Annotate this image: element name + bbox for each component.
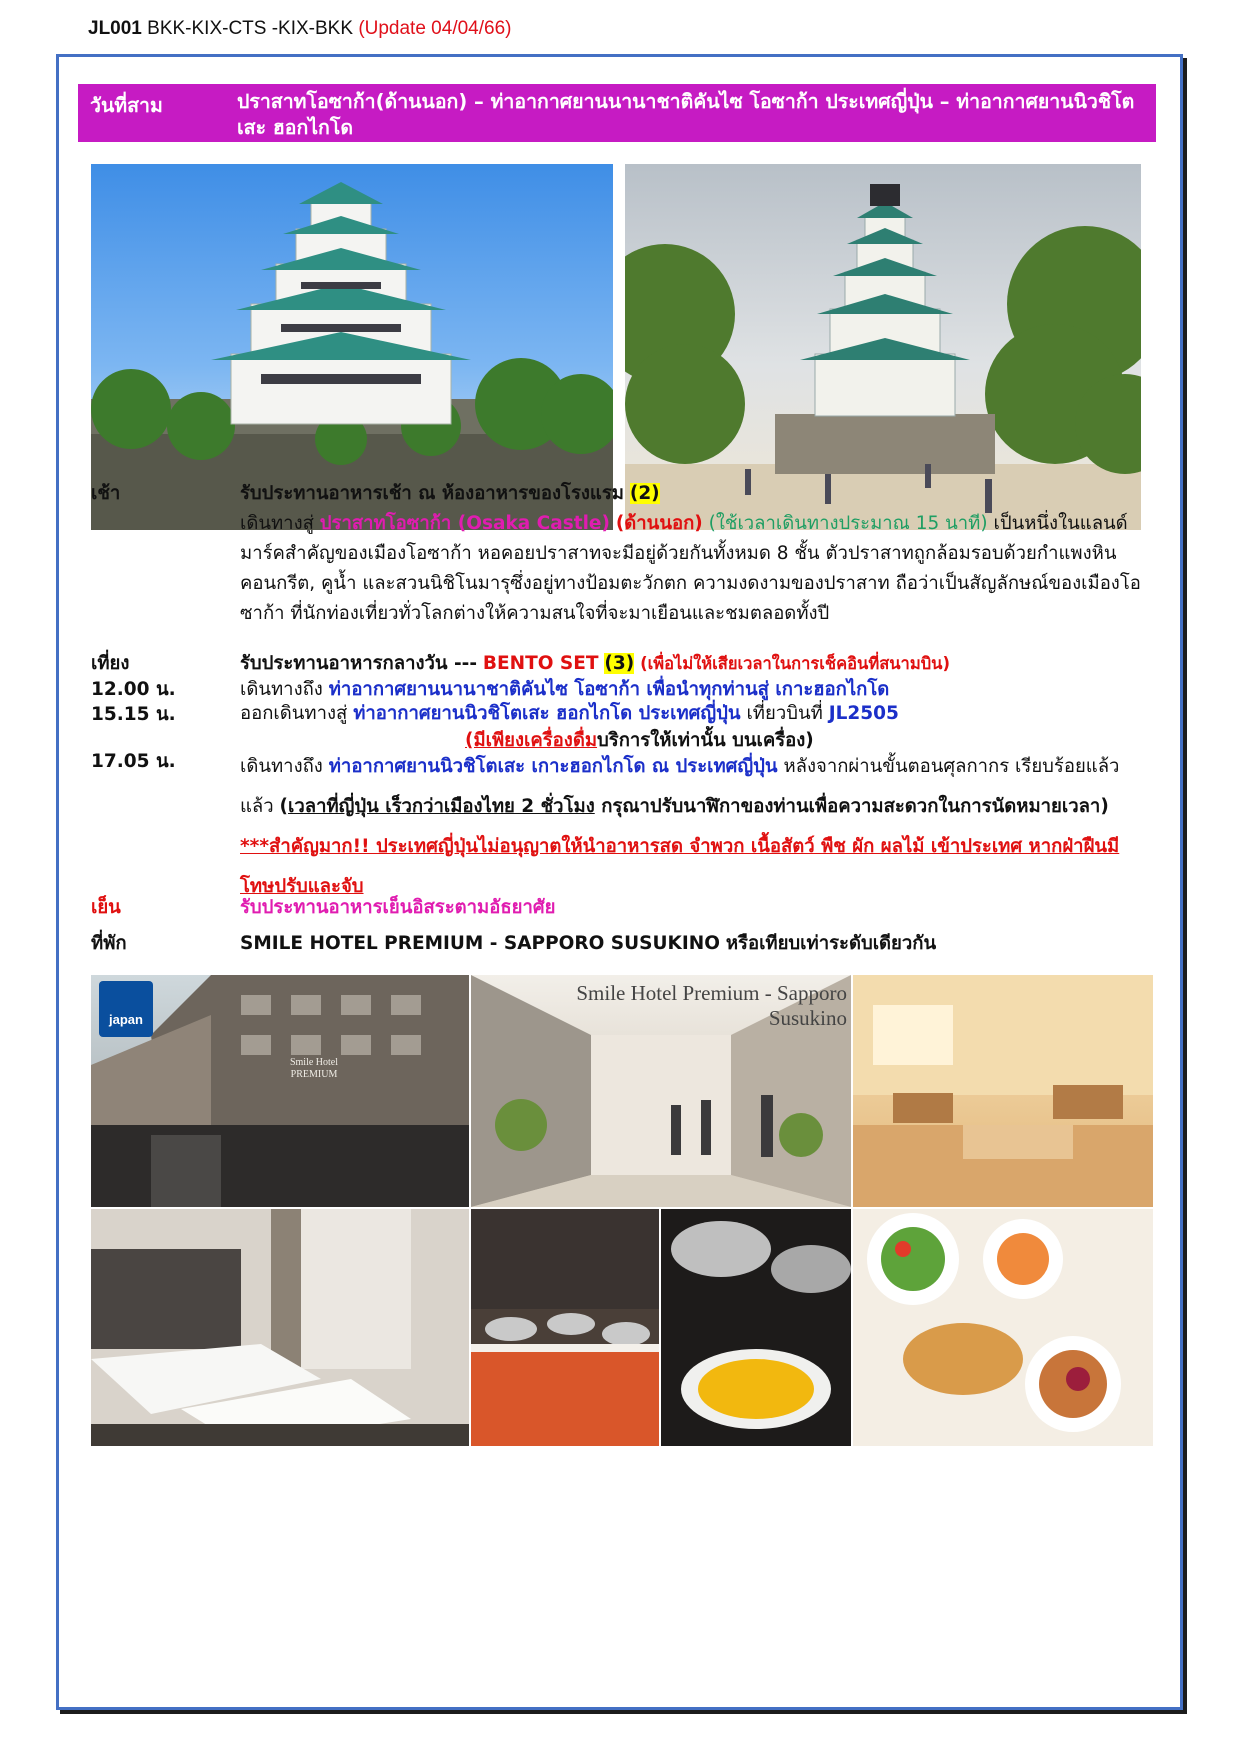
depart-prefix: ออกเดินทางสู่: [240, 703, 348, 724]
evening-label: เย็น: [91, 897, 121, 918]
japan-logo: [99, 981, 153, 1037]
hotel-caption: [561, 981, 847, 1031]
day-label: วันที่สาม: [90, 94, 163, 117]
buffet-illustration-1: [471, 1209, 659, 1446]
breakfast-meal-number: (2): [629, 483, 660, 504]
day-title: ปราสาทโอซาก้า(ด้านนอก) – ท่าอากาศยานนานาชาติคันไซ โอซาก้า ประเทศญี่ปุ่น – ท่าอากาศยานนิวชิโตเสะ ฮอกไกโด: [237, 90, 1135, 139]
breakfast-illustration: [853, 1209, 1153, 1446]
update-date: (Update 04/04/66): [358, 18, 512, 39]
hotel-name: SMILE HOTEL PREMIUM - SAPPORO SUSUKINO: [240, 933, 720, 954]
castle-outside-note: (ด้านนอก): [615, 513, 703, 534]
page-header: [88, 18, 511, 40]
castle-illustration-2: [625, 164, 1141, 530]
lunch-text: รับประทานอาหารกลางวัน ---: [240, 653, 478, 674]
hotel-lobby-photo: [471, 975, 851, 1207]
lunch-meal-number: (3): [604, 653, 635, 674]
stay-content: [240, 929, 1152, 959]
tour-code: JL001: [88, 18, 142, 39]
castle-illustration-1: [91, 164, 613, 530]
hotel-sign-text: Smile Hotel PREMIUM: [289, 1057, 339, 1080]
tour-route: BKK-KIX-CTS -KIX-BKK: [147, 18, 354, 39]
evening-row: [91, 893, 1152, 923]
castle-desc-text: เป็นหนึ่งในแลนด์มาร์คสำคัญของเมืองโอซาก้า หอคอยปราสาทจะมีอยู่ด้วยกันทั้งหมด 8 ชั้น ตัวปราสาทถูกล้อมรอบด้วยกำแพงหินคอนกรีต, คูน้ำ และสวนนิชิโนมารุซึ่งอยู่ทางป้อมตะวักตก ความงดงามของปราสาท ถือว่าเป็นสัญลักษณ์ของเมืองโอซาก้า ที่นักท่องเที่ยวทั่วโลกต่างให้ความสนใจที่จะมาเยือนและชมตลอดทั้งปี: [240, 513, 1141, 624]
new-chitose-arrival: ท่าอากาศยานนิวชิโตเสะ เกาะฮอกไกโด ณ ประเทศญี่ปุ่น: [328, 756, 778, 777]
hotel-caption-text: Smile Hotel Premium - Sapporo Susukino: [576, 981, 847, 1030]
lunch-note: (เพื่อไม่ให้เสียเวลาในการเช็คอินที่สนามบิน): [640, 654, 950, 673]
bedroom-illustration: [91, 1209, 469, 1446]
time-1200: 12.00 น.: [91, 679, 176, 700]
stay-row: [91, 929, 1152, 959]
dinner-text: รับประทานอาหารเย็นอิสระตามอัธยาศัย: [240, 897, 556, 918]
schedule-1705-content: [240, 747, 1152, 907]
morning-label: เช้า: [91, 483, 121, 504]
hotel-sign: [279, 1057, 349, 1081]
morning-content: [240, 479, 1152, 629]
hotel-exterior-photo: [91, 975, 469, 1207]
hotel-bedroom-photo: [91, 1209, 469, 1446]
buffet-photo-1: [471, 1209, 659, 1446]
food-import-warning: ***สำคัญมาก!! ประเทศญี่ปุ่นไม่อนุญาตให้นำอาหารสด จำพวก เนื้อสัตว์ พืช ผัก ผลไม้ เข้าประเทศ หากฝ่าฝืนมีโทษปรับและจับ: [240, 836, 1120, 897]
noon-label: เที่ยง: [91, 653, 130, 674]
flight-number: JL2505: [828, 703, 899, 724]
bento-set: BENTO SET: [482, 653, 599, 674]
lounge-illustration: [853, 975, 1153, 1207]
osaka-castle-photo-1: [91, 164, 613, 530]
time-difference-note: เวลาที่ญี่ปุ่น เร็วกว่าเมืองไทย 2 ชั่วโมง: [288, 796, 595, 817]
day-heading-band: [78, 84, 1156, 142]
schedule-1200-row: [91, 675, 1152, 703]
buffet-illustration-2: [661, 1209, 851, 1446]
hotel-photo-collage: [91, 975, 1153, 1446]
go-text: เดินทางสู่: [240, 513, 314, 534]
adjust-watch-note: กรุณาปรับนาฬิกาของท่านเพื่อความสะดวกในการนัดหมายเวลา): [601, 796, 1109, 817]
osaka-castle-photo-2: [625, 164, 1141, 530]
castle-name: ปราสาทโอซาก้า (Osaka Castle): [319, 513, 610, 534]
breakfast-line: [240, 479, 1152, 509]
arrive-prefix-1705: เดินทางถึง: [240, 756, 323, 777]
schedule-1705-row: [91, 747, 1152, 917]
time-1705: 17.05 น.: [91, 751, 176, 772]
travel-duration: (ใช้เวลาเดินทางประมาณ 15 นาที): [708, 513, 988, 534]
kansai-airport-text: ท่าอากาศยานนานาชาติคันไซ โอซาก้า เพื่อนำทุกท่านสู่ เกาะฮอกไกโด: [328, 679, 890, 700]
buffet-photo-2: [661, 1209, 851, 1446]
page-frame: [56, 54, 1183, 1710]
breakfast-text: รับประทานอาหารเช้า ณ ห้องอาหารของโรงแรม: [240, 483, 624, 504]
stay-label: ที่พัก: [91, 933, 127, 954]
flight-label: เที่ยวบินที่: [746, 703, 823, 724]
schedule-1515-content: [240, 700, 1152, 754]
japan-logo-text: japan: [109, 1012, 143, 1027]
time-note-open: (: [279, 796, 289, 817]
hotel-equivalent-note: หรือเทียบเท่าระดับเดียวกัน: [725, 933, 937, 954]
customs-text: หลังจากผ่านขั้นตอนศุลกากร เรียบร้อยแล้ว แล้ว: [240, 756, 1120, 817]
morning-row: [91, 479, 1152, 669]
drink-only-note: (มีเพียงเครื่องดื่ม: [465, 730, 598, 751]
time-1515: 15.15 น.: [91, 704, 176, 725]
hotel-lounge-photo: [853, 975, 1153, 1207]
new-chitose-dest: ท่าอากาศยานนิวชิโตเสะ ฮอกไกโด ประเทศญี่ปุ่น: [353, 703, 741, 724]
arrive-prefix-1200: เดินทางถึง: [240, 679, 323, 700]
drink-service-note: บริการให้เท่านั้น บนเครื่อง): [597, 730, 814, 751]
breakfast-photo: [853, 1209, 1153, 1446]
castle-description: [240, 509, 1152, 629]
evening-content: [240, 893, 1152, 923]
